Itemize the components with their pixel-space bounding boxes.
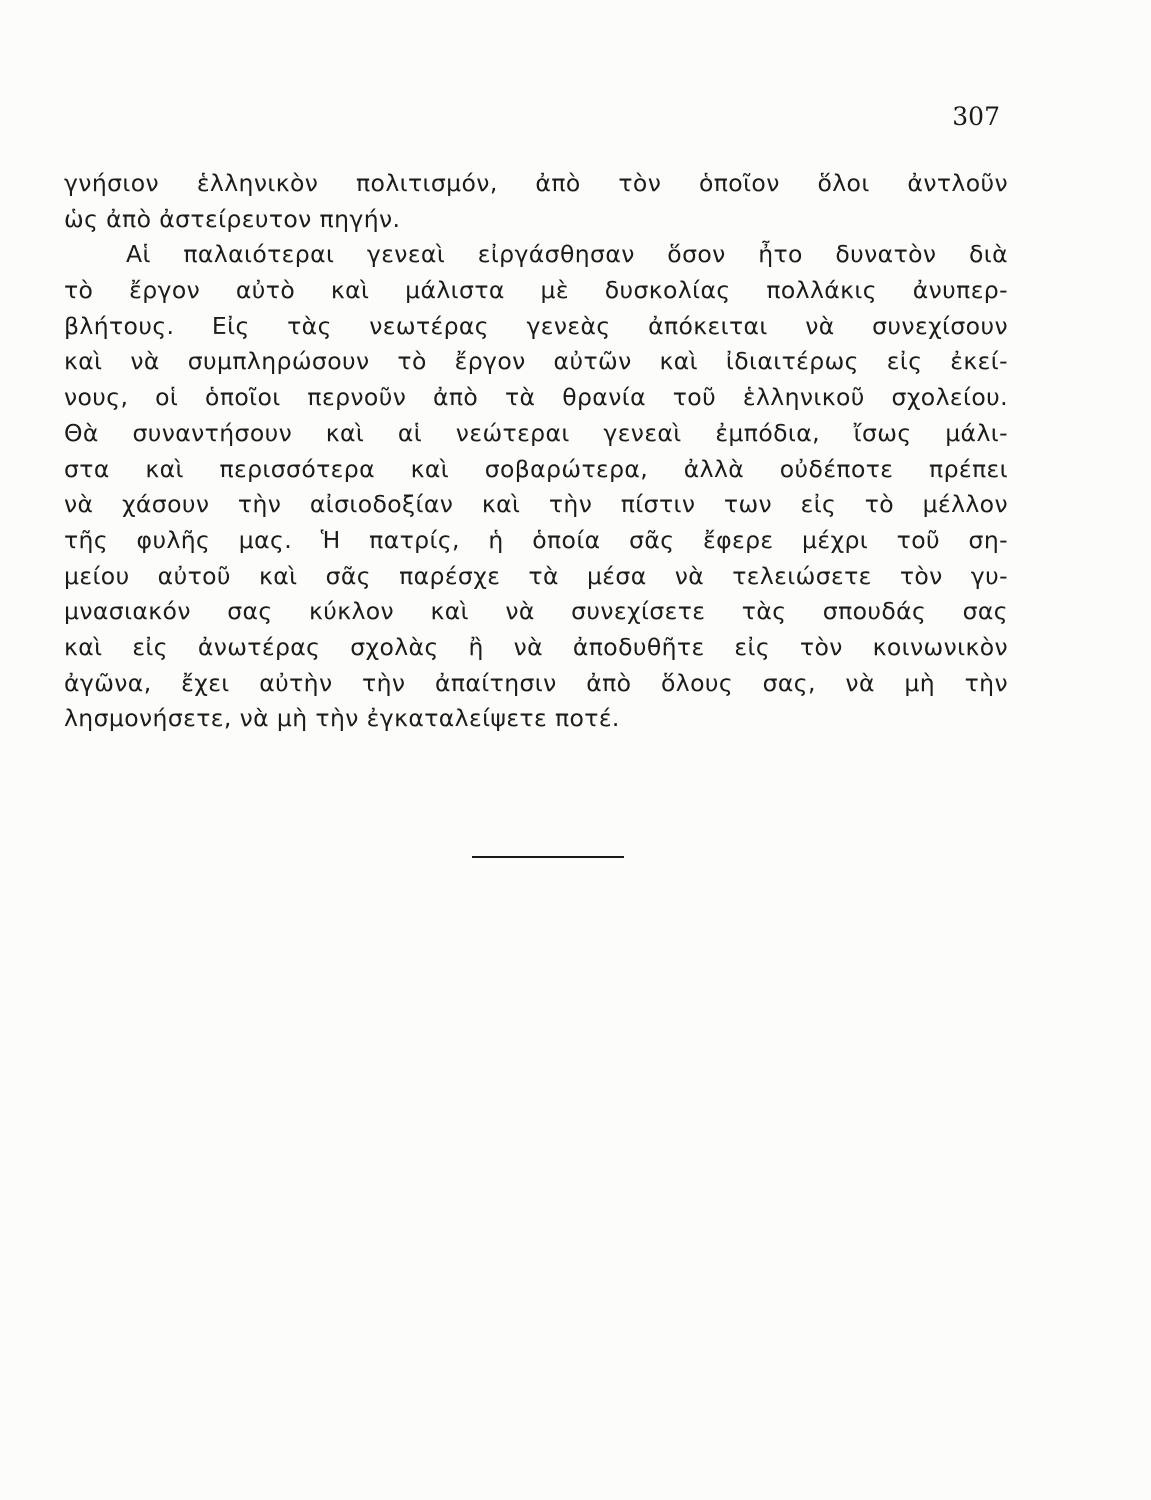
text-line: νους, οἱ ὁποῖοι περνοῦν ἀπὸ τὰ θρανία τοῦ ἑλληνικοῦ σχολείου. bbox=[64, 383, 1008, 412]
text-line: στα καὶ περισσότερα καὶ σοβαρώτερα, ἀλλὰ οὐδέποτε πρέπει bbox=[64, 454, 1008, 483]
text-line: γνήσιον ἑλληνικὸν πολιτισμόν, ἀπὸ τὸν ὁποῖον ὅλοι ἀντλοῦν bbox=[64, 169, 1008, 197]
text-line: ἀγῶνα, ἔχει αὐτὴν τὴν ἀπαίτησιν ἀπὸ ὅλους σας, νὰ μὴ τὴν bbox=[64, 668, 1008, 697]
text-line: μείου αὐτοῦ καὶ σᾶς παρέσχε τὰ μέσα νὰ τελειώσετε τὸν γυ- bbox=[64, 561, 1008, 590]
text-line: τὸ ἔργον αὐτὸ καὶ μάλιστα μὲ δυσκολίας πολλάκις ἀνυπερ- bbox=[64, 276, 1008, 305]
text-line: λησμονήσετε, νὰ μὴ τὴν ἐγκαταλείψετε ποτέ. bbox=[64, 704, 620, 733]
text-line: βλήτους. Εἰς τὰς νεωτέρας γενεὰς ἀπόκειται νὰ συνεχίσουν bbox=[64, 311, 1008, 340]
text-line: καὶ νὰ συμπληρώσουν τὸ ἔργον αὐτῶν καὶ ἰδιαιτέρως εἰς ἐκεί- bbox=[64, 347, 1008, 376]
text-line: Θὰ συναντήσουν καὶ αἱ νεώτεραι γενεαὶ ἐμπόδια, ἴσως μάλι- bbox=[64, 418, 1008, 447]
body-text bbox=[64, 166, 1008, 737]
text-line: τῆς φυλῆς μας. Ἡ πατρίς, ἡ ὁποία σᾶς ἔφερε μέχρι τοῦ ση- bbox=[64, 525, 1008, 554]
text-line: ὡς ἀπὸ ἀστείρευτον πηγήν. bbox=[64, 204, 401, 233]
text-line: καὶ εἰς ἀνωτέρας σχολὰς ἢ νὰ ἀποδυθῆτε εἰς τὸν κοινωνικὸν bbox=[64, 632, 1008, 661]
page-number: 307 bbox=[952, 102, 1000, 131]
text-line: νὰ χάσουν τὴν αἰσιοδοξίαν καὶ τὴν πίστιν των εἰς τὸ μέλλον bbox=[64, 490, 1008, 519]
text-line: Αἱ παλαιότεραι γενεαὶ εἰργάσθησαν ὅσον ἦτο δυνατὸν διὰ bbox=[126, 240, 1008, 269]
section-divider bbox=[472, 856, 624, 858]
text-line: μνασιακόν σας κύκλον καὶ νὰ συνεχίσετε τὰς σπουδάς σας bbox=[64, 597, 1008, 626]
